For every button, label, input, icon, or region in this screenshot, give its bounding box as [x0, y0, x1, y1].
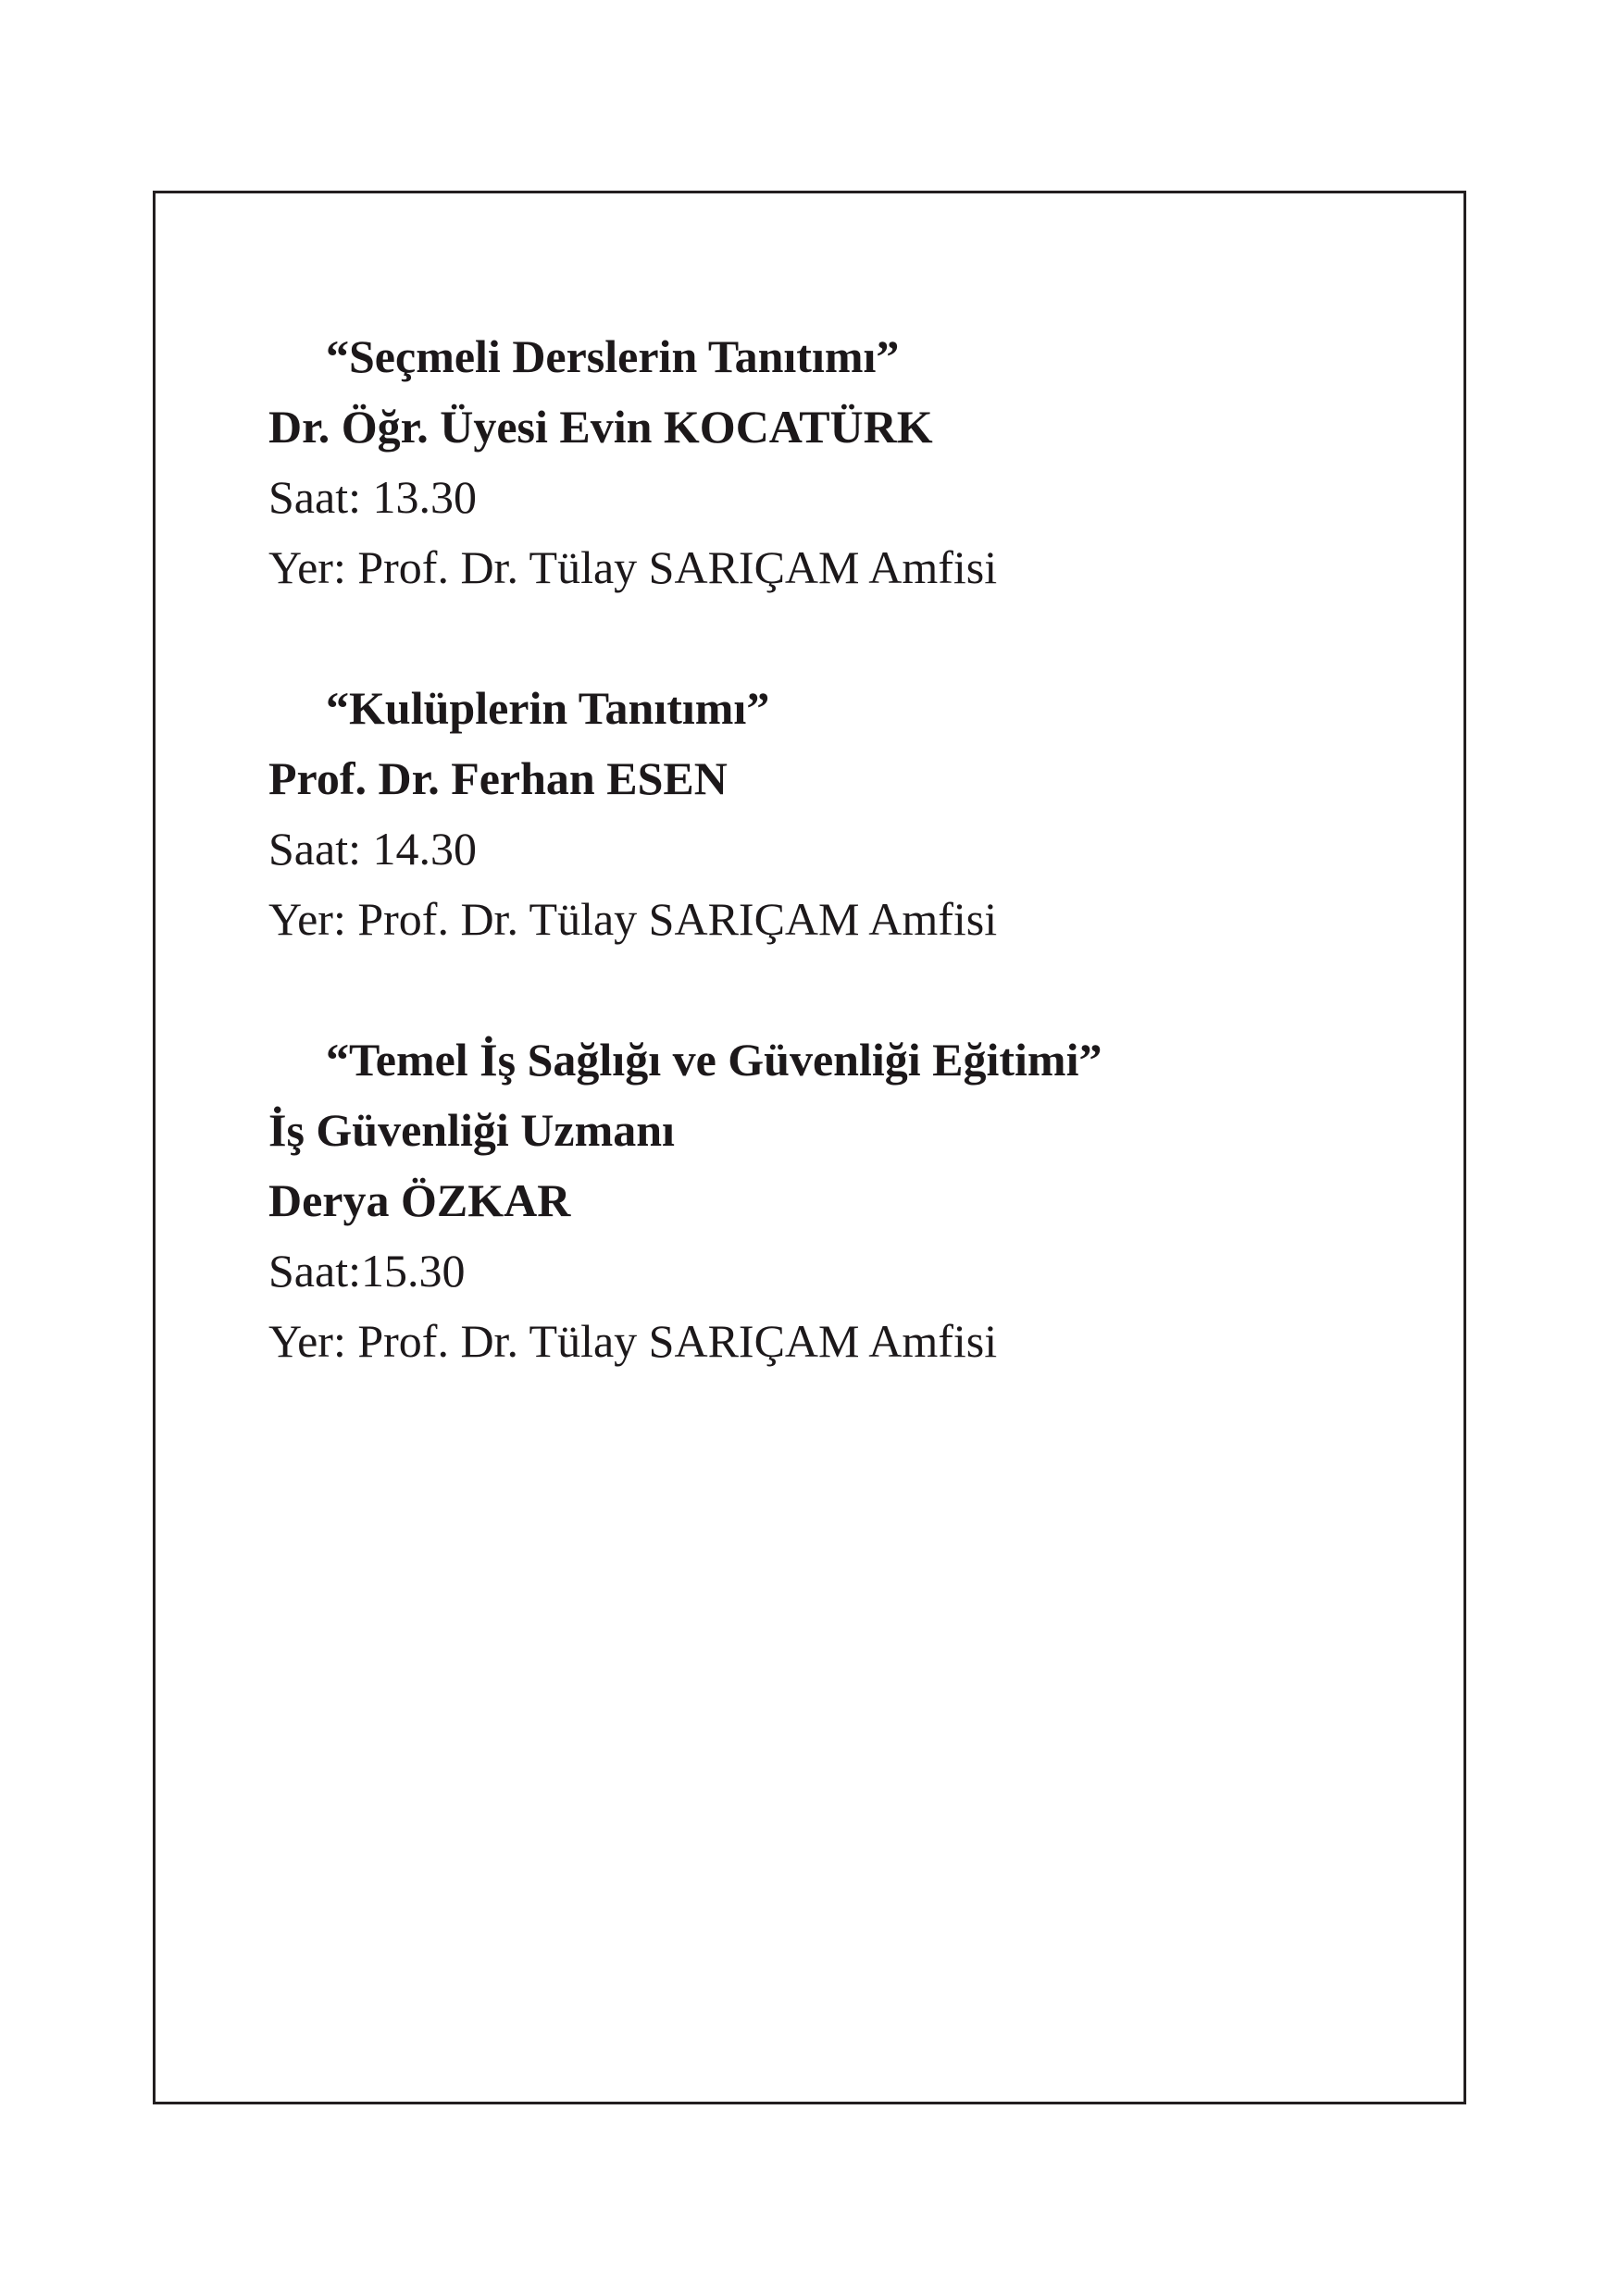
event-time: Saat: 13.30	[268, 471, 477, 523]
event-title: “Kulüplerin Tanıtımı”	[326, 682, 770, 734]
event-block-1	[268, 321, 1399, 602]
event-place: Yer: Prof. Dr. Tülay SARIÇAM Amfisi	[268, 1315, 998, 1367]
event-time: Saat:15.30	[268, 1245, 466, 1297]
event-speaker-role: İş Güvenliği Uzmanı	[268, 1104, 675, 1156]
event-speaker: Prof. Dr. Ferhan ESEN	[268, 752, 728, 804]
event-speaker: Derya ÖZKAR	[268, 1174, 571, 1226]
event-block-2	[268, 673, 1399, 954]
event-place: Yer: Prof. Dr. Tülay SARIÇAM Amfisi	[268, 893, 998, 945]
event-block-3	[268, 1024, 1399, 1376]
event-time: Saat: 14.30	[268, 823, 477, 875]
event-schedule	[156, 193, 1463, 1376]
event-title: “Seçmeli Derslerin Tanıtımı”	[326, 330, 900, 382]
event-title: “Temel İş Sağlığı ve Güvenliği Eğitimi”	[326, 1034, 1102, 1086]
page-border-frame	[153, 191, 1466, 2104]
event-place: Yer: Prof. Dr. Tülay SARIÇAM Amfisi	[268, 541, 998, 593]
event-speaker: Dr. Öğr. Üyesi Evin KOCATÜRK	[268, 401, 933, 453]
